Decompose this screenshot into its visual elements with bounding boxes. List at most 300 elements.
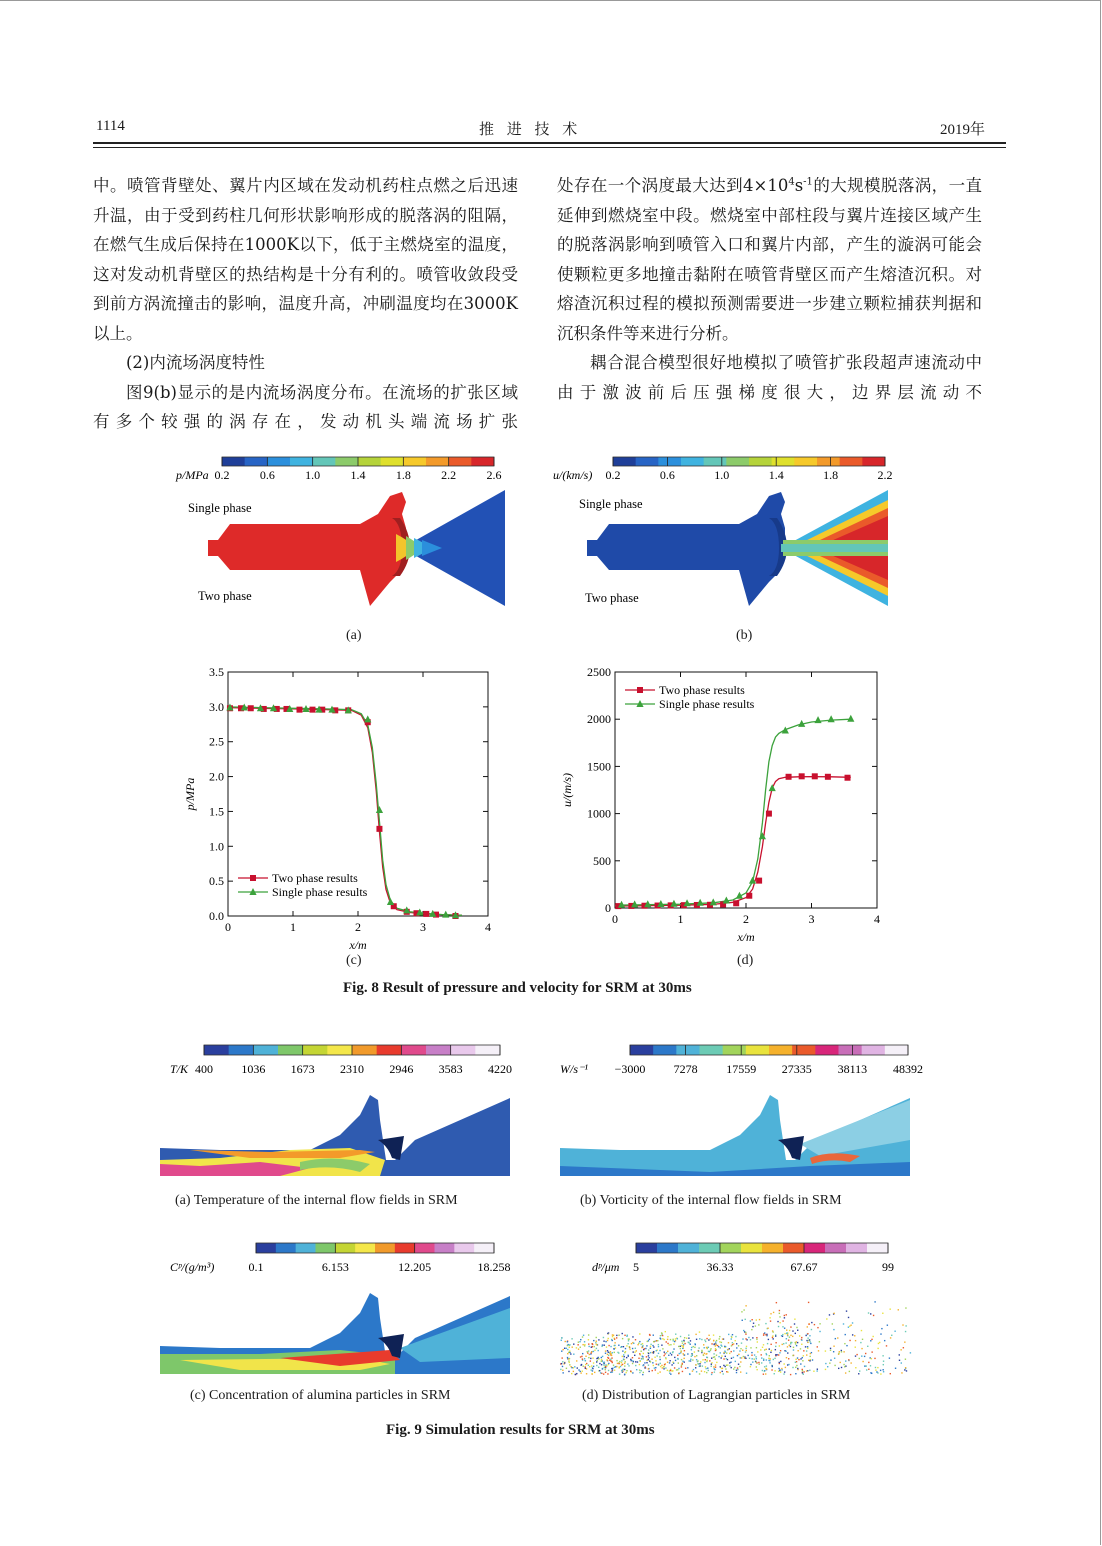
particle	[694, 1347, 695, 1348]
particle	[662, 1338, 663, 1339]
particle	[592, 1357, 593, 1358]
colorbar-swatch	[792, 1045, 816, 1055]
particle	[719, 1338, 720, 1339]
particle	[612, 1352, 613, 1353]
particle	[690, 1340, 691, 1341]
particle	[874, 1358, 875, 1359]
particle	[811, 1352, 812, 1353]
particle	[704, 1339, 705, 1340]
particle	[715, 1348, 716, 1349]
particle	[584, 1345, 585, 1346]
colorbar-swatch	[772, 457, 795, 466]
particle	[807, 1333, 808, 1334]
particle	[617, 1363, 618, 1364]
particle	[792, 1330, 793, 1331]
colorbar-swatch	[769, 1045, 793, 1055]
colorbar-swatch	[839, 1045, 863, 1055]
particle	[639, 1372, 640, 1373]
legend-marker	[250, 875, 256, 881]
particle	[802, 1372, 803, 1373]
particle	[671, 1354, 672, 1355]
particle	[687, 1353, 688, 1354]
particle	[902, 1324, 903, 1325]
particle	[642, 1374, 643, 1375]
particle	[750, 1339, 751, 1340]
particle	[608, 1358, 609, 1359]
particle	[819, 1323, 820, 1324]
particle	[593, 1351, 594, 1352]
particle	[754, 1354, 755, 1355]
x-tick-label: 4	[485, 920, 491, 934]
colorbar-swatch	[313, 457, 336, 466]
particle	[678, 1362, 679, 1363]
particle	[704, 1353, 705, 1354]
particle	[786, 1329, 787, 1330]
particle	[613, 1365, 614, 1366]
particle	[698, 1363, 699, 1364]
y-axis-label: u/(m/s)	[560, 773, 574, 807]
single-phase-label: Single phase	[188, 501, 252, 515]
particle	[731, 1337, 732, 1338]
particle	[699, 1363, 700, 1364]
particle	[599, 1370, 600, 1371]
particle	[677, 1355, 678, 1356]
data-point-square	[746, 893, 752, 899]
particle	[705, 1359, 706, 1360]
particle	[695, 1364, 696, 1365]
series-line	[615, 719, 851, 905]
particle	[732, 1344, 733, 1345]
particle	[607, 1333, 608, 1334]
particle	[783, 1363, 784, 1364]
particle	[706, 1347, 707, 1348]
particle	[769, 1362, 770, 1363]
particle	[745, 1348, 746, 1349]
x-tick-label: 4	[874, 912, 880, 926]
particle	[678, 1368, 679, 1369]
particle	[746, 1346, 747, 1347]
particle	[736, 1343, 737, 1344]
particle	[669, 1360, 670, 1361]
particle	[619, 1361, 620, 1362]
particle	[706, 1361, 707, 1362]
particle	[688, 1342, 689, 1343]
particle	[715, 1345, 716, 1346]
particle	[786, 1314, 787, 1315]
particle	[574, 1366, 575, 1367]
particle	[850, 1324, 851, 1325]
series-line	[615, 777, 851, 907]
particle	[867, 1346, 868, 1347]
particle	[850, 1362, 851, 1363]
fig8b-velocity-contour	[553, 452, 898, 617]
particle	[811, 1322, 812, 1323]
particle	[673, 1363, 674, 1364]
particle	[588, 1350, 589, 1351]
colorbar-swatch	[229, 1045, 254, 1055]
particle	[663, 1355, 664, 1356]
colorbar-swatch	[303, 1045, 328, 1055]
particle	[750, 1366, 751, 1367]
colorbar-label: u/(km/s)	[553, 468, 593, 482]
particle	[741, 1311, 742, 1312]
x-tick-label: 1	[677, 912, 684, 926]
particle	[872, 1336, 873, 1337]
particle	[623, 1354, 624, 1355]
particle	[681, 1345, 682, 1346]
particle	[683, 1358, 684, 1359]
particle	[720, 1357, 721, 1358]
particle	[677, 1338, 678, 1339]
colorbar-swatch	[867, 1243, 889, 1253]
particle	[596, 1365, 597, 1366]
colorbar-swatch	[471, 457, 494, 466]
particle	[741, 1357, 742, 1358]
particle	[735, 1340, 736, 1341]
particle	[889, 1308, 890, 1309]
particle	[724, 1366, 725, 1367]
particle	[681, 1365, 682, 1366]
particle	[819, 1341, 820, 1342]
particle	[659, 1356, 660, 1357]
particle	[708, 1339, 709, 1340]
particle	[571, 1367, 572, 1368]
particle	[753, 1358, 754, 1359]
fig9b-caption: (b) Vorticity of the internal flow fields in SRM	[580, 1193, 842, 1208]
particle	[607, 1350, 608, 1351]
particle	[718, 1346, 719, 1347]
particle	[632, 1360, 633, 1361]
particle	[614, 1345, 615, 1346]
particle	[731, 1358, 732, 1359]
particle	[582, 1336, 583, 1337]
particle	[743, 1356, 744, 1357]
colorbar-swatch	[723, 1045, 747, 1055]
particle	[684, 1350, 685, 1351]
particle	[681, 1366, 682, 1367]
particle	[578, 1341, 579, 1342]
particle	[670, 1370, 671, 1371]
colorbar-swatch	[636, 457, 659, 466]
particle	[733, 1368, 734, 1369]
paragraph: 中。喷管背壁处、翼片内区域在发动机药柱点燃之后迅速升温，由于受到药柱几何形状影响形成的脱落涡的阻隔，在燃气生成后保持在1000K以下，低于主燃烧室的温度，这对发动机背壁区的热结构是十分有利的。喷管收敛段受到前方涡流撞击的影响，温度升高，冲刷温度均在3000K以上。	[93, 176, 518, 343]
particle	[781, 1368, 782, 1369]
colorbar-swatch	[681, 457, 704, 466]
particle	[786, 1338, 787, 1339]
data-point-square	[310, 707, 316, 713]
particle	[648, 1371, 649, 1372]
particle	[606, 1359, 607, 1360]
particle	[610, 1360, 611, 1361]
y-tick-label: 2.5	[209, 734, 224, 749]
particle	[746, 1350, 747, 1351]
particle	[572, 1346, 573, 1347]
x-tick-label: 2	[355, 920, 361, 934]
particle	[794, 1323, 795, 1324]
colorbar-tick-label: 3583	[438, 1062, 463, 1076]
particle	[691, 1347, 692, 1348]
particle	[608, 1338, 609, 1339]
particle	[737, 1367, 738, 1368]
fig8d-velocity-chart	[555, 660, 895, 950]
particle	[652, 1370, 653, 1371]
particle	[870, 1340, 871, 1341]
particle	[592, 1368, 593, 1369]
particle	[886, 1345, 887, 1346]
colorbar-swatch	[815, 1045, 839, 1055]
particle	[810, 1359, 811, 1360]
particle	[569, 1364, 570, 1365]
particle	[682, 1361, 683, 1362]
particle	[713, 1344, 714, 1345]
particle	[613, 1348, 614, 1349]
particle	[644, 1348, 645, 1349]
particle	[797, 1330, 798, 1331]
particle	[623, 1359, 624, 1360]
particle	[624, 1352, 625, 1353]
particle	[639, 1341, 640, 1342]
fig8d-caption: (d)	[737, 953, 754, 968]
particle	[752, 1337, 753, 1338]
particle	[901, 1362, 902, 1363]
header-rule-thin	[93, 147, 1006, 148]
particle	[809, 1370, 810, 1371]
particle	[781, 1335, 782, 1336]
particle	[561, 1337, 562, 1338]
colorbar-tick-label: 2.6	[486, 468, 502, 482]
particle	[800, 1358, 801, 1359]
particle	[596, 1348, 597, 1349]
particle	[646, 1360, 647, 1361]
particle	[808, 1360, 809, 1361]
particle	[746, 1373, 747, 1374]
particle	[596, 1341, 597, 1342]
particle	[898, 1309, 899, 1310]
particle	[698, 1347, 699, 1348]
particle	[696, 1355, 697, 1356]
particle	[561, 1350, 562, 1351]
particle	[643, 1372, 644, 1373]
particle	[747, 1355, 748, 1356]
colorbar-swatch	[256, 1243, 276, 1253]
particle	[864, 1365, 865, 1366]
particle	[711, 1357, 712, 1358]
particle	[706, 1338, 707, 1339]
particle	[854, 1335, 855, 1336]
particle	[689, 1373, 690, 1374]
particle	[846, 1310, 847, 1311]
particle	[674, 1367, 675, 1368]
colorbar-tick-label: 1036	[241, 1062, 266, 1076]
particle	[667, 1343, 668, 1344]
y-tick-label: 2000	[587, 712, 611, 727]
particle	[790, 1343, 791, 1344]
particle	[736, 1370, 737, 1371]
particle	[644, 1367, 645, 1368]
particle	[591, 1365, 592, 1366]
x-tick-label: 0	[225, 920, 231, 934]
particle	[720, 1345, 721, 1346]
particle	[683, 1347, 684, 1348]
particle	[889, 1357, 890, 1358]
particle	[672, 1352, 673, 1353]
colorbar-swatch	[435, 1243, 455, 1253]
particle	[622, 1356, 623, 1357]
colorbar-tick-label: 27335	[781, 1062, 812, 1076]
particle	[835, 1338, 836, 1339]
particle	[597, 1358, 598, 1359]
particle	[620, 1347, 621, 1348]
particle	[782, 1320, 783, 1321]
particle	[723, 1352, 724, 1353]
particle	[745, 1319, 746, 1320]
particle	[675, 1360, 676, 1361]
particle	[880, 1333, 881, 1334]
particle	[592, 1370, 593, 1371]
particle	[725, 1368, 726, 1369]
particle	[711, 1374, 712, 1375]
particle	[611, 1368, 612, 1369]
particle	[708, 1351, 709, 1352]
particle	[807, 1326, 808, 1327]
particle	[866, 1365, 867, 1366]
particle	[715, 1366, 716, 1367]
particle	[725, 1356, 726, 1357]
particle	[759, 1319, 760, 1320]
colorbar-swatch	[825, 1243, 847, 1253]
left-column	[93, 171, 518, 437]
particle	[706, 1357, 707, 1358]
y-axis-label: p/MPa	[183, 777, 197, 811]
particle	[904, 1341, 905, 1342]
particle	[775, 1335, 776, 1336]
particle	[661, 1344, 662, 1345]
particle	[595, 1342, 596, 1343]
particle	[663, 1366, 664, 1367]
colorbar-swatch	[327, 1045, 352, 1055]
particle	[770, 1352, 771, 1353]
particle	[757, 1341, 758, 1342]
particle	[627, 1363, 628, 1364]
particle	[846, 1345, 847, 1346]
colorbar-swatch	[704, 457, 727, 466]
particle	[784, 1315, 785, 1316]
particle	[652, 1345, 653, 1346]
colorbar-swatch	[395, 1243, 415, 1253]
particle	[653, 1346, 654, 1347]
particle	[761, 1354, 762, 1355]
particle	[756, 1366, 757, 1367]
particle	[578, 1369, 579, 1370]
particle	[883, 1364, 884, 1365]
particle	[619, 1373, 620, 1374]
particle	[656, 1350, 657, 1351]
particle	[585, 1368, 586, 1369]
particle	[860, 1342, 861, 1343]
particle	[639, 1364, 640, 1365]
particle	[649, 1339, 650, 1340]
data-point-square	[799, 773, 805, 779]
particle	[658, 1364, 659, 1365]
colorbar-swatch	[204, 1045, 229, 1055]
particle	[623, 1346, 624, 1347]
particle	[796, 1365, 797, 1366]
particle	[616, 1360, 617, 1361]
particle	[610, 1351, 611, 1352]
particle	[806, 1354, 807, 1355]
particle	[808, 1323, 809, 1324]
particle	[901, 1372, 902, 1373]
particle	[661, 1333, 662, 1334]
colorbar-swatch	[726, 457, 749, 466]
colorbar-tick-label: 18.258	[477, 1260, 511, 1274]
colorbar-swatch	[678, 1243, 700, 1253]
particle	[675, 1338, 676, 1339]
particle	[787, 1364, 788, 1365]
x-tick-label: 3	[420, 920, 426, 934]
particle	[740, 1371, 741, 1372]
particle	[591, 1351, 592, 1352]
x-tick-label: 2	[743, 912, 749, 926]
particle	[667, 1336, 668, 1337]
particle	[622, 1333, 623, 1334]
particle	[776, 1302, 777, 1303]
particle	[588, 1334, 589, 1335]
particle	[880, 1370, 881, 1371]
particle	[660, 1366, 661, 1367]
particle	[642, 1356, 643, 1357]
data-point-square	[248, 705, 254, 711]
particle	[787, 1346, 788, 1347]
particle	[612, 1371, 613, 1372]
data-point-square	[766, 811, 772, 817]
particle	[861, 1330, 862, 1331]
particle	[627, 1355, 628, 1356]
data-point-triangle	[828, 715, 835, 722]
particle	[607, 1373, 608, 1374]
particle	[745, 1333, 746, 1334]
particle	[769, 1355, 770, 1356]
colorbar-swatch	[290, 457, 313, 466]
colorbar-tick-label: 48392	[893, 1062, 923, 1076]
particle	[769, 1348, 770, 1349]
particle	[806, 1340, 807, 1341]
particle	[694, 1351, 695, 1352]
particle	[688, 1337, 689, 1338]
particle	[768, 1358, 769, 1359]
fig8c-pressure-chart	[180, 660, 510, 950]
particle	[770, 1358, 771, 1359]
particle	[671, 1364, 672, 1365]
particle	[643, 1358, 644, 1359]
particle	[845, 1372, 846, 1373]
particle	[734, 1367, 735, 1368]
particle	[715, 1364, 716, 1365]
particle	[818, 1350, 819, 1351]
particle	[694, 1356, 695, 1357]
particle	[804, 1366, 805, 1367]
colorbar-tick-label: 0.2	[214, 468, 230, 482]
particle	[624, 1363, 625, 1364]
data-point-square	[733, 900, 739, 906]
particle	[724, 1346, 725, 1347]
particle	[796, 1345, 797, 1346]
particle	[626, 1336, 627, 1337]
colorbar-tick-label: 1673	[290, 1062, 315, 1076]
particle	[743, 1330, 744, 1331]
particle	[817, 1346, 818, 1347]
particle	[742, 1338, 743, 1339]
